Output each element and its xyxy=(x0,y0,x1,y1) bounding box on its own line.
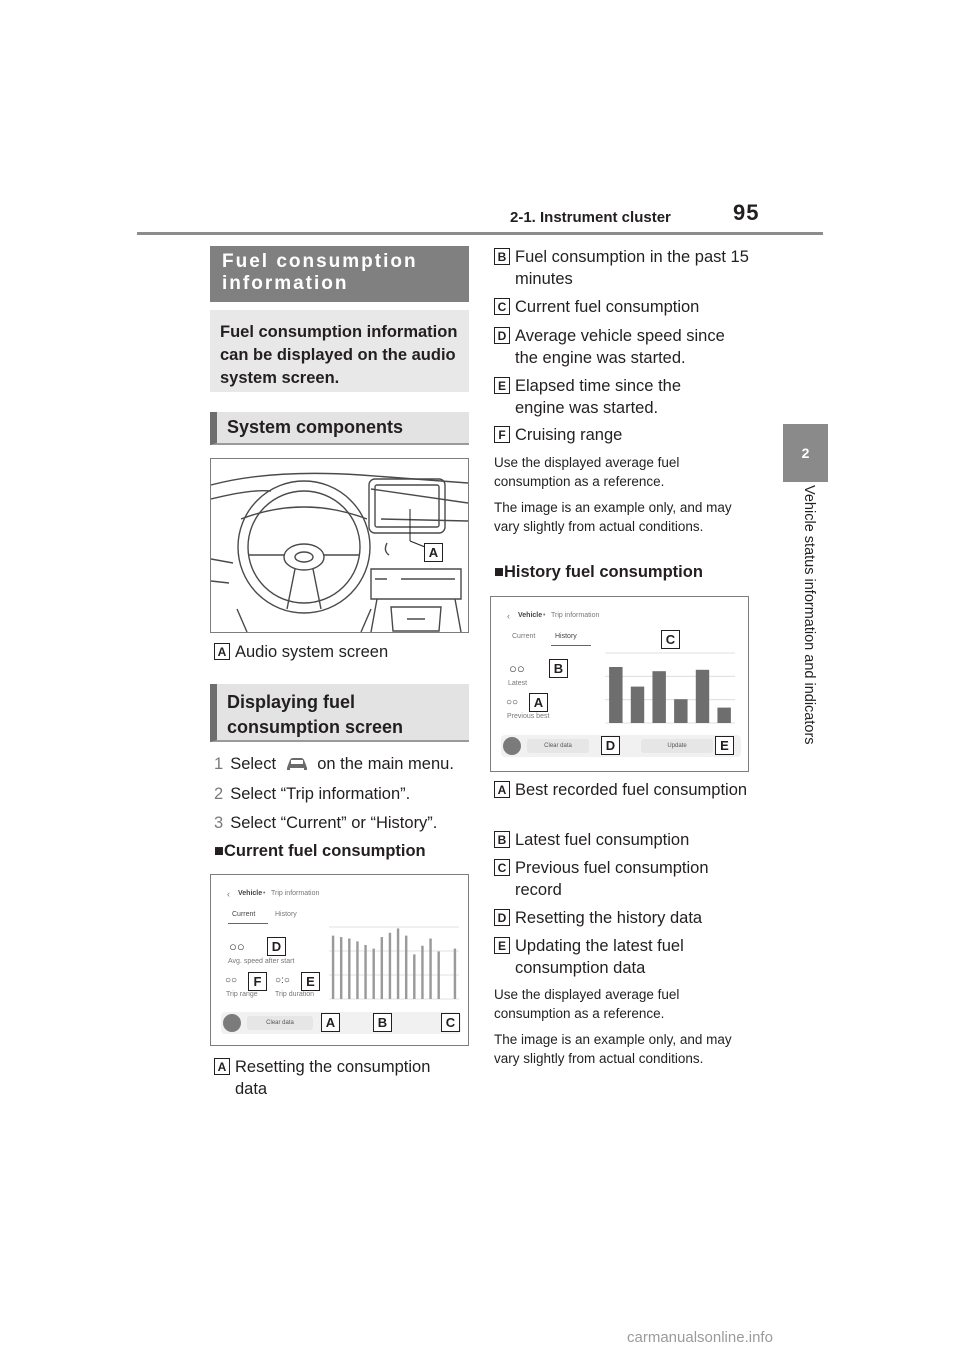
note-example: The image is an example only, and may vary slightly from actual conditions. xyxy=(494,500,732,534)
callout-a: A xyxy=(529,693,548,712)
watermark: carmanualsonline.info xyxy=(627,1329,773,1346)
chart-bar xyxy=(372,949,374,999)
car-icon xyxy=(285,756,309,777)
history-bar-chart xyxy=(605,651,735,731)
legend-item-f: F Cruising range xyxy=(494,424,754,446)
chapter-tab: 2 xyxy=(783,424,828,482)
callout-b: B xyxy=(373,1013,392,1032)
chart-bar xyxy=(405,936,407,999)
callout-c: C xyxy=(441,1013,460,1032)
legend-item-a: A Best recorded fuel consumption xyxy=(494,779,754,823)
chart-bar xyxy=(413,954,415,999)
callout-b: B xyxy=(549,659,568,678)
legend-item-a: A Audio system screen xyxy=(214,641,474,663)
chart-bar xyxy=(356,941,358,999)
callout-d: D xyxy=(601,736,620,755)
heading-displaying-screen: Displaying fuel consumption screen xyxy=(210,684,469,742)
section-title: 2-1. Instrument cluster xyxy=(510,209,671,226)
legend-item-d: D Resetting the history data xyxy=(494,907,754,929)
callout-d: D xyxy=(267,937,286,956)
note-reference: Use the displayed average fuel consumption as a reference. xyxy=(494,987,680,1021)
history-screen-figure: ‹ Vehicle • Trip information Current History ○○ Latest ○○ Previous best Clear data Update C B A D E xyxy=(490,596,749,772)
step-2: 2 Select “Trip information”. xyxy=(214,785,411,803)
note-reference: Use the displayed average fuel consumption as a reference. xyxy=(494,455,680,489)
chart-bar xyxy=(631,687,644,723)
chart-bar xyxy=(348,939,350,999)
callout-f: F xyxy=(248,972,267,991)
chapter-label: Vehicle status information and indicators xyxy=(801,485,817,745)
chart-bar xyxy=(652,671,665,723)
legend-item-b: B Latest fuel consumption xyxy=(494,829,754,851)
legend-item-b: B Fuel consumption in the past 15 minutes xyxy=(494,246,754,290)
dashboard-figure xyxy=(210,458,469,633)
chart-bar xyxy=(717,708,730,723)
chart-bar xyxy=(437,951,439,999)
legend-item-c: C Current fuel consumption xyxy=(494,296,754,318)
chart-bar xyxy=(429,939,431,999)
chart-bar xyxy=(421,946,423,999)
intro-text: Fuel consumption information can be displayed on the audio system screen. xyxy=(210,310,469,392)
callout-e: E xyxy=(301,972,320,991)
header-rule xyxy=(137,232,823,235)
callout-c: C xyxy=(661,630,680,649)
callout-a: A xyxy=(321,1013,340,1032)
square-bullet-icon: ■ xyxy=(214,842,224,860)
note-example: The image is an example only, and may vary slightly from actual conditions. xyxy=(494,1032,732,1066)
step-1: 1 Select on the main menu. xyxy=(214,755,454,777)
callout-a: A xyxy=(424,543,443,562)
legend-item-c: C Previous fuel consumption record xyxy=(494,857,754,901)
heading-fuel-info: Fuel consumption information xyxy=(210,246,469,302)
chart-bar xyxy=(340,937,342,999)
legend-item-e: E Elapsed time since the engine was started. xyxy=(494,375,754,419)
square-bullet-icon: ■ xyxy=(494,563,504,581)
callout-e: E xyxy=(715,736,734,755)
legend-item-a: A Resetting the consumption data xyxy=(214,1056,474,1100)
legend-item-e: E Updating the latest fuel consumption data xyxy=(494,935,754,979)
page-number: 95 xyxy=(733,200,760,225)
chart-bar xyxy=(674,699,687,723)
step-3: 3 Select “Current” or “History”. xyxy=(214,814,438,832)
chart-bar xyxy=(381,937,383,999)
chart-bar xyxy=(332,936,334,999)
chart-bar xyxy=(454,949,456,999)
current-screen-figure: ‹ Vehicle • Trip information Current History ○○ Avg. speed after start ○○ Trip range ○:○ Trip duration Clear data D F E A B C xyxy=(210,874,469,1046)
history-heading: ■History fuel consumption xyxy=(494,563,703,581)
chart-bar xyxy=(696,670,709,723)
chart-bar xyxy=(397,928,399,999)
current-bar-chart xyxy=(329,925,459,1007)
heading-system-components: System components xyxy=(210,412,469,445)
chart-bar xyxy=(389,933,391,999)
chart-bar xyxy=(364,945,366,999)
legend-item-d: D Average vehicle speed since the engine was started. xyxy=(494,325,754,369)
chart-bar xyxy=(609,667,622,723)
current-heading: ■Current fuel consumption xyxy=(214,842,426,860)
